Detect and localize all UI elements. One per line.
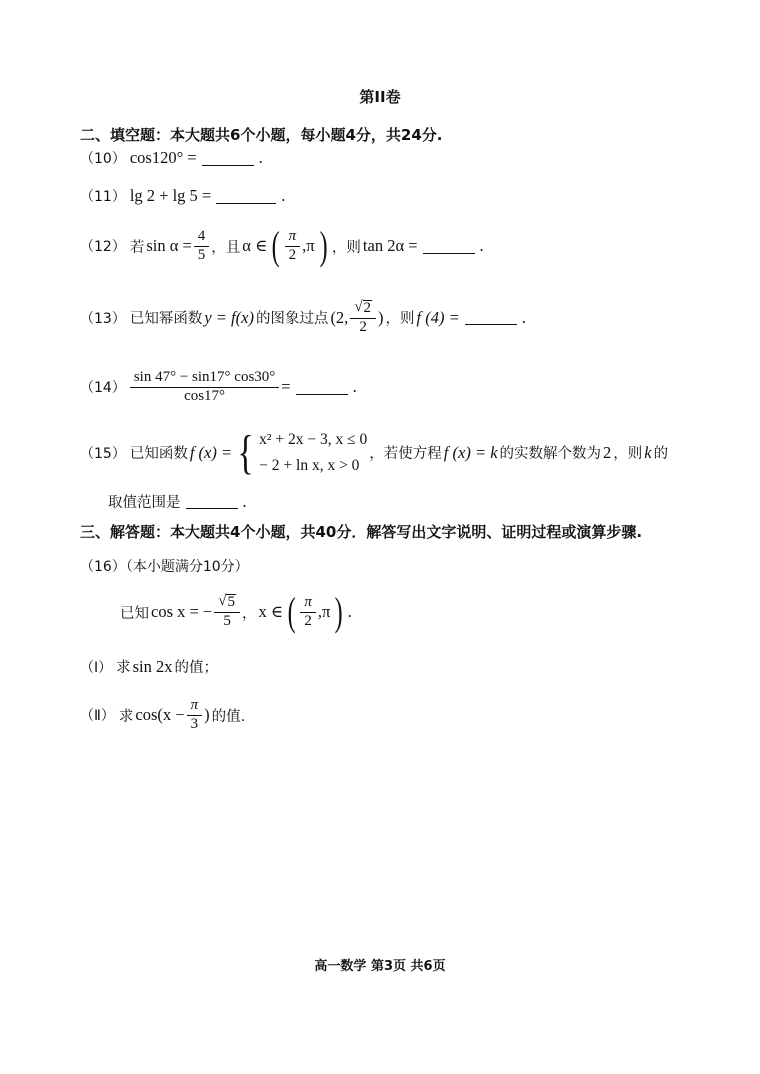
- math-expression: cos(x −: [135, 705, 185, 725]
- question-number: （15）: [80, 445, 126, 462]
- text: 已知幂函数: [129, 311, 203, 328]
- math-expression: (2,: [330, 307, 349, 327]
- fraction: $\frac{\pi}{2}$: [287, 229, 299, 264]
- question-13: [80, 300, 526, 336]
- text: ，则: [331, 239, 361, 256]
- question-number: （14）: [80, 380, 126, 397]
- piecewise-cases: [259, 427, 367, 478]
- question-11: [80, 186, 285, 206]
- equals-sign: =: [281, 377, 291, 397]
- math-expression: sin 2x: [132, 656, 173, 676]
- question-number: （12）: [80, 239, 126, 255]
- part-number: （Ⅰ）: [80, 659, 113, 676]
- text: ，且: [211, 239, 241, 256]
- math-expression: 2: [603, 442, 612, 462]
- text: 的图象过点: [255, 311, 329, 328]
- fraction: $\frac{\pi}{3}$: [189, 698, 201, 733]
- question-12: [80, 223, 484, 268]
- fraction: $\frac{4}{5}$: [196, 229, 208, 264]
- period: .: [479, 236, 484, 255]
- right-paren: ): [319, 223, 328, 268]
- sqrt: √ 5: [218, 593, 235, 611]
- answer-blank: [202, 151, 254, 166]
- text: 的实数解个数为: [499, 446, 602, 463]
- question-16-header: [80, 556, 251, 576]
- math-expression: sin α =: [146, 236, 192, 255]
- left-brace: {: [237, 425, 254, 479]
- text: 的: [653, 446, 669, 463]
- text: 取值范围是: [108, 495, 181, 511]
- text: ，: [241, 605, 257, 622]
- math-expression: f (x) =: [189, 442, 233, 462]
- fraction: √ 5 5: [216, 594, 238, 630]
- fraction: $\frac{\pi}{2}$: [302, 595, 314, 630]
- question-number: （13）: [80, 310, 126, 327]
- right-paren: ): [335, 589, 344, 634]
- period: .: [352, 377, 357, 397]
- period: .: [242, 491, 247, 511]
- answer-blank: [423, 239, 475, 254]
- question-15-line-2: [108, 491, 247, 512]
- sqrt: √ 2: [354, 299, 372, 316]
- answer-blank: [216, 189, 276, 204]
- question-14: [80, 370, 357, 405]
- math-expression: ): [204, 705, 210, 725]
- text: ，则: [385, 311, 415, 328]
- question-16-part-2: [80, 698, 245, 733]
- math-expression: k: [644, 442, 652, 462]
- question-number: （10）: [80, 151, 126, 167]
- answer-blank: [465, 310, 517, 325]
- text: ，则: [613, 446, 643, 463]
- math-expression: tan 2α =: [362, 236, 418, 255]
- math-expression: lg 2 + lg 5 =: [129, 186, 212, 205]
- period: .: [347, 602, 352, 621]
- part-number: （Ⅱ）: [80, 708, 115, 725]
- text: ，若使方程: [369, 446, 442, 463]
- math-expression: f (4) =: [416, 307, 460, 327]
- question-15: [80, 427, 668, 478]
- text: 若: [129, 239, 145, 256]
- case-2: − 2 + ln x, x > 0: [259, 456, 360, 474]
- fraction: $\frac{\sin 47^\circ - \sin 17^\circ \cos 30^\circ}{\cos 17^\circ}$: [132, 370, 277, 405]
- math-expression: x ∈: [258, 602, 284, 621]
- question-number: （16）（本小题满分10分）: [80, 559, 249, 575]
- answer-blank: [186, 494, 238, 509]
- question-16-part-1: [80, 656, 218, 677]
- question-number: （11）: [80, 189, 126, 205]
- page-title: 第II卷: [359, 88, 401, 106]
- left-paren: (: [271, 223, 280, 268]
- math-expression: y = f(x): [204, 307, 254, 327]
- text: 的值；: [174, 660, 219, 676]
- answer-blank: [296, 380, 348, 395]
- section-2-heading: 二、填空题：本大题共6个小题，每小题4分，共24分.: [80, 126, 443, 144]
- question-10: [80, 148, 263, 168]
- math-expression: cos120° =: [129, 148, 197, 167]
- text: 已知函数: [129, 446, 188, 463]
- math-expression: ): [378, 307, 384, 327]
- period: .: [281, 186, 286, 205]
- math-expression: ,π: [317, 602, 331, 621]
- left-paren: (: [287, 589, 296, 634]
- text: 已知: [120, 605, 149, 622]
- question-16-given: [120, 589, 352, 634]
- period: .: [258, 148, 263, 167]
- fraction: √ 2 2: [352, 300, 374, 336]
- math-expression: ,π: [302, 236, 315, 255]
- case-1: x² + 2x − 3, x ≤ 0: [259, 431, 368, 448]
- math-expression: f (x) = k: [443, 442, 498, 462]
- text: 求: [118, 708, 134, 725]
- text: 的值.: [211, 708, 246, 725]
- text: 求: [116, 660, 131, 676]
- math-expression: α ∈: [242, 236, 268, 255]
- period: .: [521, 307, 526, 327]
- math-expression: cos x = −: [151, 602, 213, 621]
- page-footer: 高一数学 第3页 共6页: [314, 959, 446, 974]
- section-3-heading: 三、解答题：本大题共4个小题，共40分．解答写出文字说明、证明过程或演算步骤.: [80, 523, 643, 541]
